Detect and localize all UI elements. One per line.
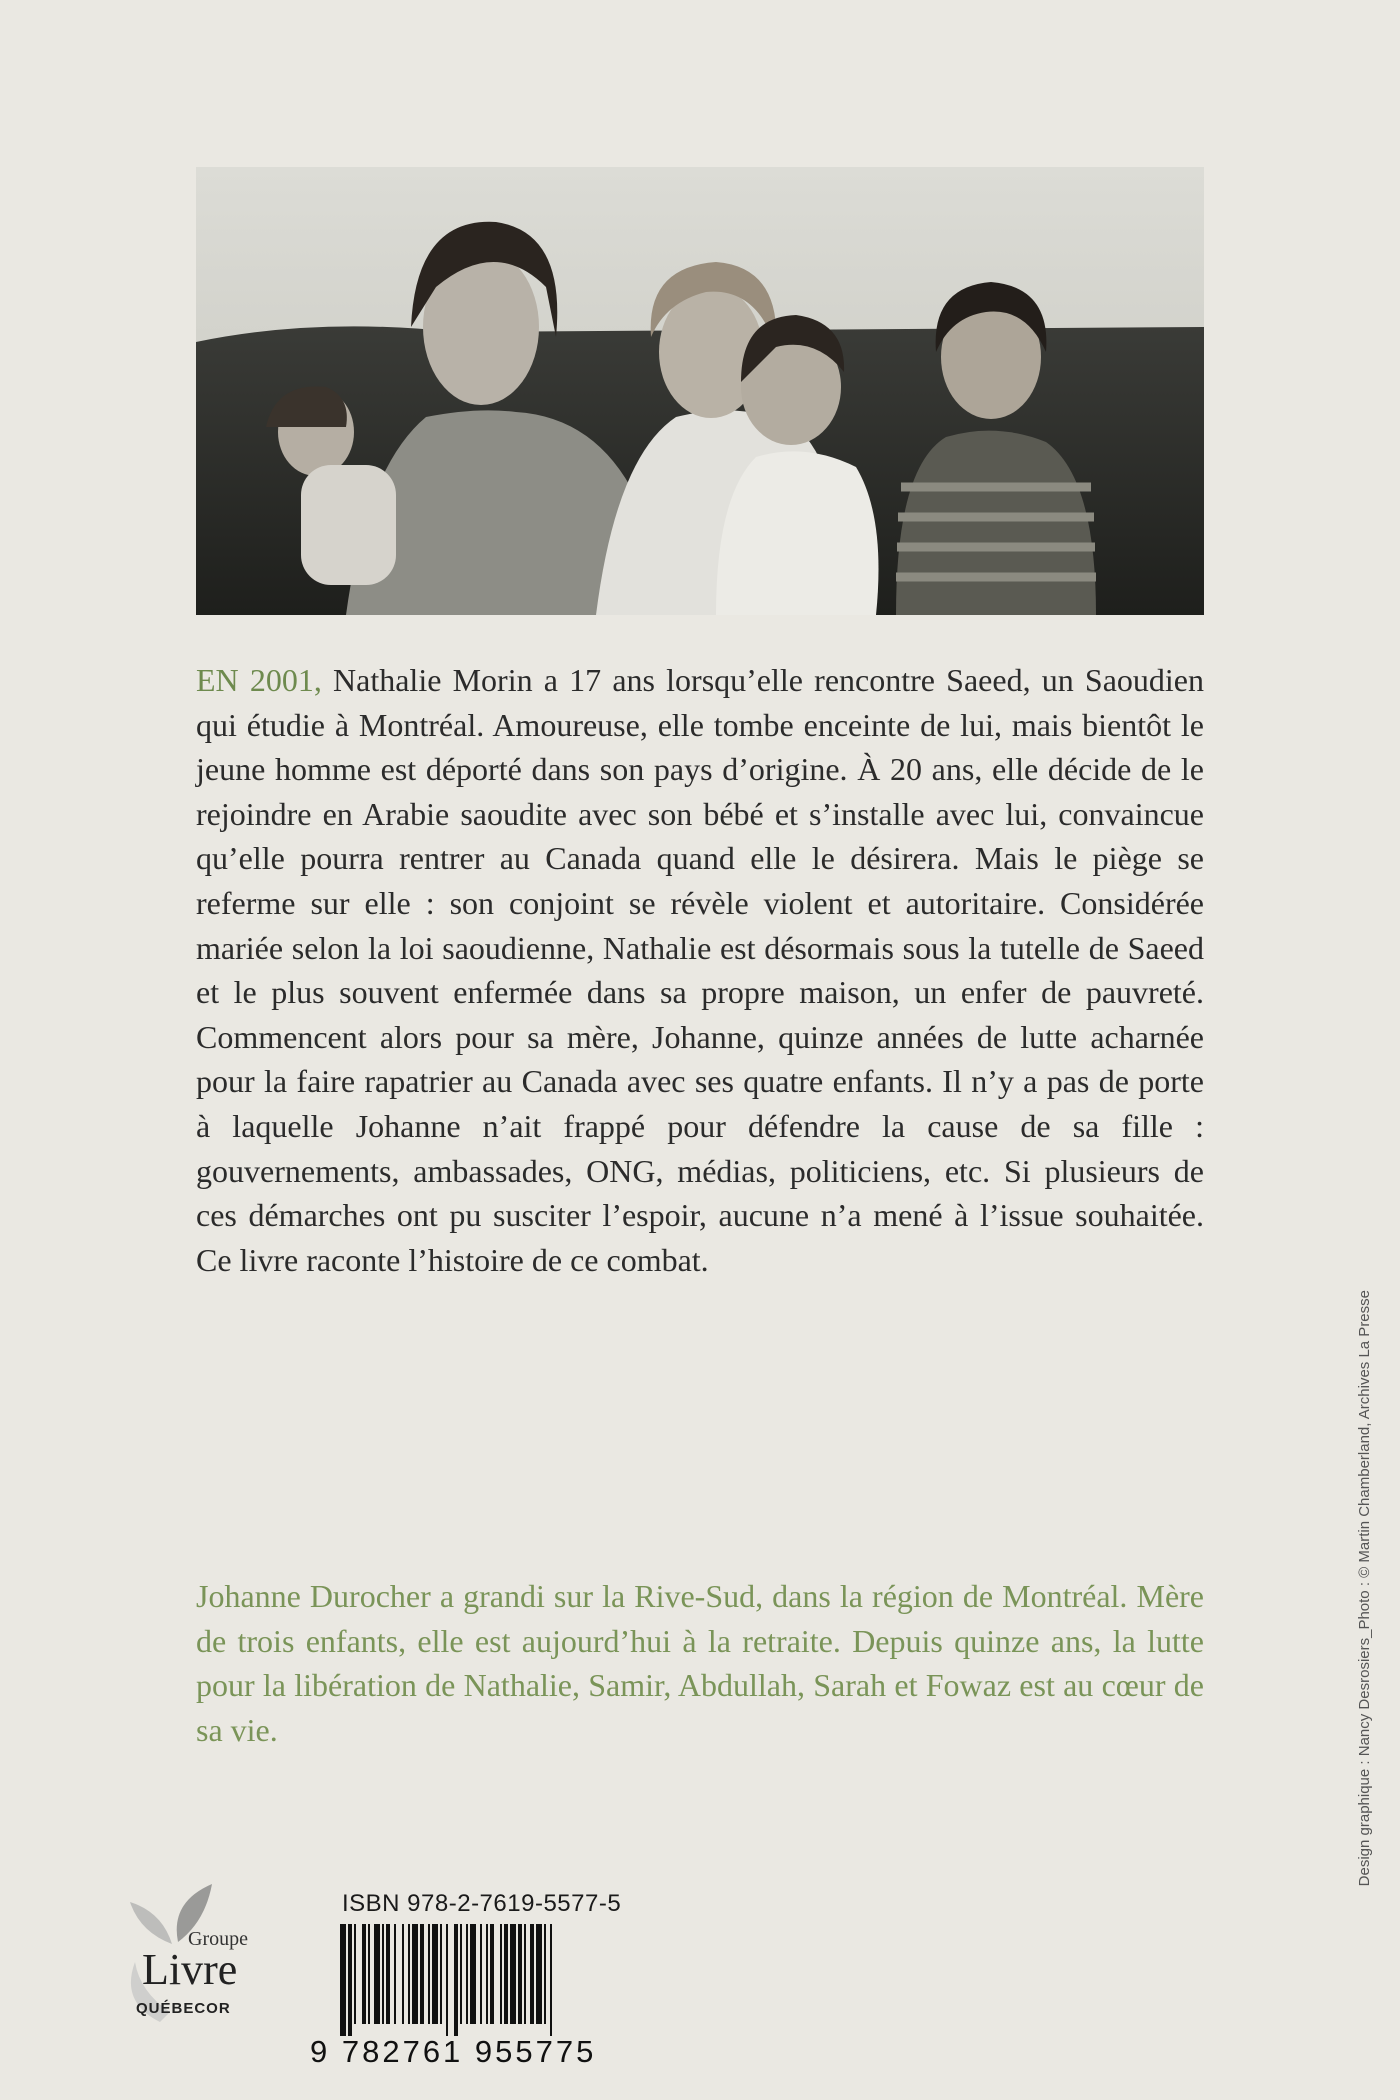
- barcode-bar: [362, 1924, 366, 2024]
- design-credit-text: Design graphique : Nancy Desrosiers_Photo : © Martin Chamberland, Archives La Presse: [1356, 1290, 1373, 1887]
- barcode-bar: [460, 1924, 462, 2024]
- blurb-lead: EN 2001,: [196, 662, 322, 698]
- family-photo: [196, 167, 1204, 615]
- barcode-bar: [486, 1924, 488, 2024]
- barcode-bar: [530, 1924, 534, 2024]
- barcode-bar: [440, 1924, 442, 2024]
- barcode-bar: [368, 1924, 370, 2024]
- barcode-bar: [480, 1924, 482, 2024]
- barcode-bar: [402, 1924, 404, 2024]
- barcode-bar: [470, 1924, 476, 2024]
- barcode-bar: [394, 1924, 396, 2024]
- barcode-bar: [500, 1924, 502, 2024]
- logo-quebecor: QUÉBECOR: [136, 2000, 231, 2017]
- isbn-label: ISBN 978-2-7619-5577-5: [342, 1890, 622, 1917]
- barcode-bar: [454, 1924, 458, 2036]
- barcode-bar: [382, 1924, 384, 2024]
- barcode-bar: [524, 1924, 526, 2024]
- barcode-bar: [420, 1924, 424, 2024]
- barcode-bar: [374, 1924, 380, 2024]
- barcode-bar: [518, 1924, 522, 2024]
- barcode-bar: [544, 1924, 546, 2024]
- publisher-logo: [100, 1882, 270, 2032]
- barcode-bar: [446, 1924, 448, 2036]
- barcode-digits: 9 782761 955775: [310, 2034, 597, 2069]
- barcode-bar: [354, 1924, 356, 2024]
- barcode-bar: [490, 1924, 494, 2024]
- barcode-bar: [408, 1924, 410, 2024]
- barcode-bar: [412, 1924, 418, 2024]
- barcode-bar: [466, 1924, 468, 2024]
- barcode-bar: [386, 1924, 390, 2024]
- barcode-bar: [348, 1924, 352, 2036]
- barcode-bar: [504, 1924, 508, 2024]
- barcode-bar: [428, 1924, 430, 2024]
- logo-groupe: Groupe: [188, 1928, 248, 1950]
- blurb-paragraph: [196, 658, 1204, 1282]
- author-bio: Johanne Durocher a grandi sur la Rive-Sud, dans la région de Montréal. Mère de trois enfants, elle est aujourd’hui à la retraite. Depuis quinze ans, la lutte pour la libération de Nathalie, Samir, Abdullah, Sarah et Fowaz est au cœur de sa vie.: [196, 1578, 1204, 1748]
- barcode-bar: [536, 1924, 542, 2024]
- logo-livre: Livre: [142, 1945, 238, 1994]
- blurb-text: Nathalie Morin a 17 ans lorsqu’elle rencontre Saeed, un Saoudien qui étudie à Montréal. Amoureuse, elle tombe enceinte de lui, mais bientôt le jeune homme est déporté dans son pays d’origine. À 20 ans, elle décide de le rejoindre en Arabie saoudite avec son bébé et s’installe avec lui, convaincue qu’elle pourra rentrer au Canada quand elle le désirera. Mais le piège se referme sur elle : son conjoint se révèle violent et autoritaire. Considérée mariée selon la loi saoudienne, Nathalie est désormais sous la tutelle de Saeed et le plus souvent enfermée dans sa propre maison, un enfer de pauvreté. Commencent alors pour sa mère, Johanne, quinze années de lutte acharnée pour la faire rapatrier au Canada avec ses quatre enfants. Il n’y a pas de porte à laquelle Johanne n’ait frappé pour défendre la cause de sa fille : gouvernements, ambassades, ONG, médias, politiciens, etc. Si plusieurs de ces démarches ont pu susciter l’espoir, aucune n’a mené à l’issue souhaitée. Ce livre raconte l’histoire de ce combat.: [196, 662, 1205, 1278]
- barcode: [338, 1924, 638, 2036]
- barcode-bar: [550, 1924, 552, 2036]
- barcode-bar: [510, 1924, 516, 2024]
- barcode-bar: [340, 1924, 346, 2036]
- barcode-bar: [432, 1924, 438, 2024]
